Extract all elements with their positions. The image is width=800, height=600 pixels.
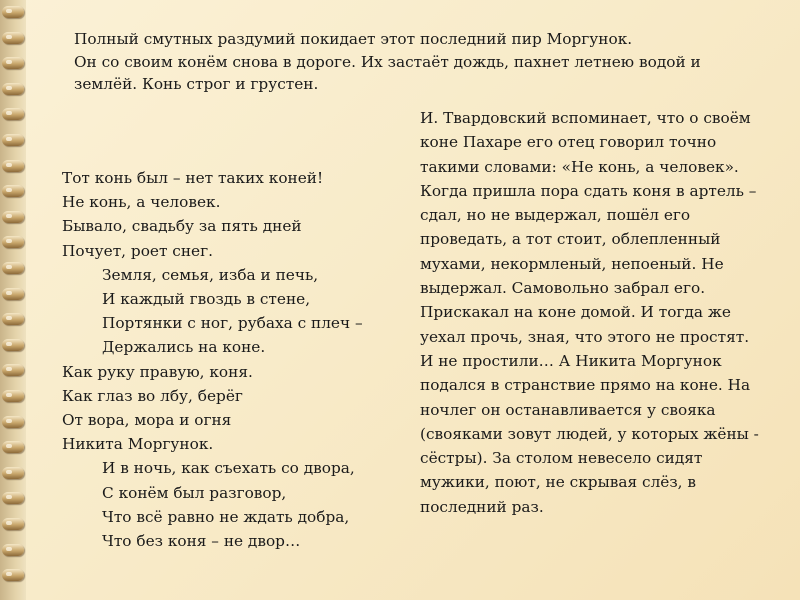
- poem-line: И каждый гвоздь в стене,: [102, 290, 311, 309]
- poem-line: Бывало, свадьбу за пять дней: [62, 217, 302, 236]
- binding-ring-icon: [2, 134, 24, 146]
- poem-line: Портянки с ног, рубаха с плеч –: [102, 314, 363, 333]
- binding-ring-icon: [2, 569, 24, 581]
- commentary-line: (свояками зовут людей, у которых жёны -: [420, 424, 759, 443]
- poem-line: Тот конь был – нет таких коней!: [62, 169, 324, 187]
- binding-ring-icon: [2, 83, 24, 95]
- commentary-line: коне Пахаре его отец говорил точно: [420, 133, 717, 152]
- binding-ring-icon: [2, 492, 24, 504]
- poem-line: И в ночь, как съехать со двора,: [102, 459, 355, 478]
- poem-line: С конём был разговор,: [102, 483, 287, 502]
- commentary-line: мужики, поют, не скрывая слёз, в: [420, 473, 697, 492]
- binding-ring-icon: [2, 262, 24, 274]
- binding-ring-icon: [2, 467, 24, 479]
- intro-line: Он со своим конём снова в дороге. Их застаёт дождь, пахнет летнею водой и: [74, 52, 701, 71]
- commentary-line: И не простили… А Никита Моргунок: [420, 351, 722, 370]
- binding-ring-icon: [2, 364, 24, 376]
- commentary-line: Прискакал на коне домой. И тогда же: [420, 303, 731, 322]
- binding-ring-icon: [2, 57, 24, 69]
- commentary-line: такими словами: «Не конь, а человек».: [420, 157, 739, 176]
- binding-ring-icon: [2, 441, 24, 453]
- binding-ring-icon: [2, 185, 24, 197]
- binding-ring-icon: [2, 544, 24, 556]
- intro-line: Полный смутных раздумий покидает этот последний пир Моргунок.: [74, 30, 633, 48]
- commentary-paragraph: [420, 106, 800, 519]
- commentary-line: проведать, а тот стоит, облепленный: [420, 230, 721, 249]
- commentary-line: сёстры). За столом невесело сидят: [420, 449, 703, 468]
- commentary-line: Когда пришла пора сдать коня в артель –: [420, 181, 757, 200]
- binding-ring-icon: [2, 416, 24, 428]
- intro-paragraph: [74, 28, 764, 96]
- poem-line: Не конь, а человек.: [62, 193, 221, 212]
- poem-line: Держались на коне.: [102, 338, 266, 357]
- poem-line: Как глаз во лбу, берёг: [62, 386, 243, 405]
- binding-ring-icon: [2, 288, 24, 300]
- binding-ring-icon: [2, 6, 24, 18]
- binding-ring-icon: [2, 211, 24, 223]
- poem-line: Никита Моргунок.: [62, 435, 214, 454]
- poem-line: От вора, мора и огня: [62, 411, 232, 430]
- commentary-line: последний раз.: [420, 497, 544, 516]
- commentary-line: выдержал. Самовольно забрал его.: [420, 279, 706, 298]
- commentary-line: И. Твардовский вспоминает, что о своём: [420, 109, 751, 127]
- binding-ring-icon: [2, 313, 24, 325]
- poem-line: Почует, роет снег.: [62, 241, 213, 260]
- commentary-line: ночлег он останавливается у свояка: [420, 400, 716, 419]
- binding-ring-icon: [2, 32, 24, 44]
- binding-ring-icon: [2, 339, 24, 351]
- commentary-line: сдал, но не выдержал, пошёл его: [420, 206, 691, 225]
- poem-block: [62, 166, 402, 553]
- commentary-line: уехал прочь, зная, что этого не простят.: [420, 327, 750, 346]
- binding-ring-icon: [2, 236, 24, 248]
- binding-ring-icon: [2, 108, 24, 120]
- poem-line: Земля, семья, изба и печь,: [102, 265, 319, 284]
- binding-ring-icon: [2, 390, 24, 402]
- poem-line: Как руку правую, коня.: [62, 362, 253, 381]
- commentary-line: мухами, некормленый, непоеный. Не: [420, 254, 724, 273]
- poem-line: Что без коня – не двор…: [102, 532, 301, 551]
- binding-ring-icon: [2, 160, 24, 172]
- commentary-line: подался в странствие прямо на коне. На: [420, 376, 751, 395]
- poem-line: Что всё равно не ждать добра,: [102, 507, 350, 526]
- intro-line: землёй. Конь строг и грустен.: [74, 75, 319, 93]
- binding-ring-icon: [2, 518, 24, 530]
- binding-strip: [0, 0, 26, 600]
